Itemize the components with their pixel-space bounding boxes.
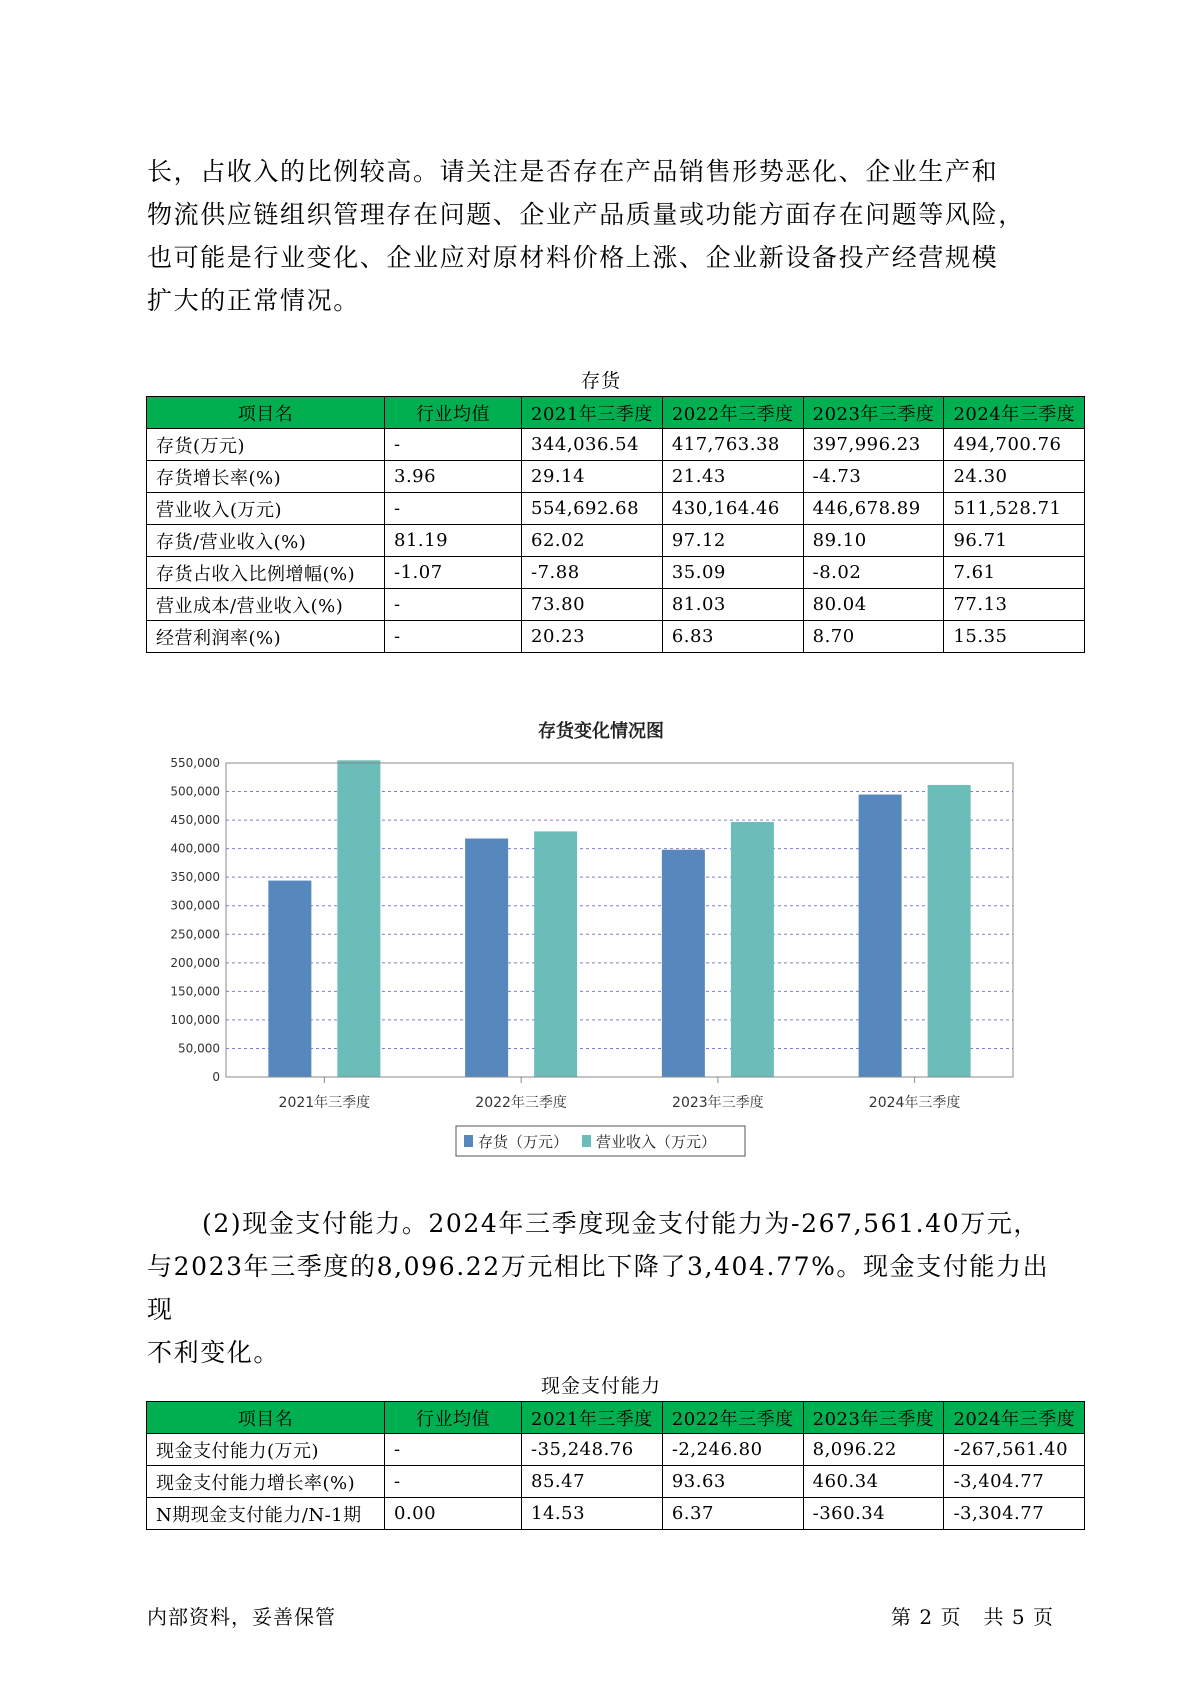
table-row bbox=[147, 1466, 1085, 1498]
table-cell: 6.37 bbox=[662, 1498, 803, 1530]
table-cell: 存货(万元) bbox=[147, 429, 385, 461]
table-row bbox=[147, 1498, 1085, 1530]
table-cell: 81.19 bbox=[385, 525, 522, 557]
header-cell: 行业均值 bbox=[385, 397, 522, 429]
table-cell: 35.09 bbox=[662, 557, 803, 589]
table-cell: N期现金支付能力/N-1期 bbox=[147, 1498, 385, 1530]
cash-table bbox=[146, 1401, 1085, 1530]
table-cell: - bbox=[385, 621, 522, 653]
x-tick-label: 2022年三季度 bbox=[475, 1095, 567, 1111]
table-cell: 14.53 bbox=[522, 1498, 663, 1530]
table-cell: - bbox=[385, 589, 522, 621]
table-cell: -35,248.76 bbox=[522, 1434, 663, 1466]
table-cell: 397,996.23 bbox=[803, 429, 944, 461]
table-cell: -2,246.80 bbox=[662, 1434, 803, 1466]
table-cell: 430,164.46 bbox=[662, 493, 803, 525]
y-tick-label: 150,000 bbox=[170, 984, 220, 999]
table-header-row bbox=[147, 1402, 1085, 1434]
footer-page-number: 第 2 页 共 5 页 bbox=[891, 1605, 1054, 1629]
table-cell: 6.83 bbox=[662, 621, 803, 653]
header-cell: 2022年三季度 bbox=[662, 1402, 803, 1434]
table-cell: - bbox=[385, 1466, 522, 1498]
table-cell: 存货/营业收入(%) bbox=[147, 525, 385, 557]
table-cell: 494,700.76 bbox=[944, 429, 1085, 461]
header-cell: 项目名 bbox=[147, 1402, 385, 1434]
table-cell: 8,096.22 bbox=[803, 1434, 944, 1466]
header-cell: 行业均值 bbox=[385, 1402, 522, 1434]
inventory-table-caption: 存货 bbox=[580, 370, 621, 392]
table-cell: 97.12 bbox=[662, 525, 803, 557]
table-cell: 81.03 bbox=[662, 589, 803, 621]
header-cell: 2021年三季度 bbox=[522, 397, 663, 429]
legend-label: 营业收入（万元） bbox=[596, 1133, 717, 1151]
bar-inventory bbox=[859, 795, 902, 1077]
table-cell: 经营利润率(%) bbox=[147, 621, 385, 653]
header-cell: 2023年三季度 bbox=[803, 397, 944, 429]
bar-revenue bbox=[928, 785, 971, 1077]
bar-revenue bbox=[534, 831, 577, 1077]
table-cell: 89.10 bbox=[803, 525, 944, 557]
y-tick-label: 200,000 bbox=[170, 955, 220, 970]
table-cell: 80.04 bbox=[803, 589, 944, 621]
cash-line: 不利变化。 bbox=[147, 1338, 281, 1367]
y-tick-label: 550,000 bbox=[170, 756, 220, 770]
y-tick-label: 400,000 bbox=[170, 841, 220, 856]
table-cell: -7.88 bbox=[522, 557, 663, 589]
table-cell: -4.73 bbox=[803, 461, 944, 493]
x-tick-label: 2021年三季度 bbox=[278, 1095, 371, 1111]
table-cell: 7.61 bbox=[944, 557, 1085, 589]
y-tick-label: 350,000 bbox=[170, 870, 220, 885]
header-cell: 2023年三季度 bbox=[803, 1402, 944, 1434]
chart-legend bbox=[456, 1126, 745, 1156]
header-cell: 2024年三季度 bbox=[944, 1402, 1085, 1434]
table-cell: 营业收入(万元) bbox=[147, 493, 385, 525]
table-cell: 85.47 bbox=[522, 1466, 663, 1498]
legend-swatch bbox=[582, 1135, 591, 1147]
header-cell: 2021年三季度 bbox=[522, 1402, 663, 1434]
header-cell: 项目名 bbox=[147, 397, 385, 429]
bar-inventory bbox=[268, 881, 311, 1077]
intro-line: 物流供应链组织管理存在问题、企业产品质量或功能方面存在问题等风险， bbox=[147, 200, 1025, 229]
table-cell: 62.02 bbox=[522, 525, 663, 557]
table-cell: 93.63 bbox=[662, 1466, 803, 1498]
table-cell: 存货增长率(%) bbox=[147, 461, 385, 493]
bar-revenue bbox=[337, 760, 380, 1077]
x-tick-label: 2024年三季度 bbox=[868, 1095, 961, 1111]
bar-revenue bbox=[731, 822, 774, 1077]
legend-label: 存货（万元） bbox=[478, 1133, 569, 1151]
intro-line: 长，占收入的比例较高。请关注是否存在产品销售形势恶化、企业生产和 bbox=[147, 157, 999, 186]
legend-swatch bbox=[464, 1135, 473, 1147]
cash-table-caption: 现金支付能力 bbox=[540, 1375, 661, 1397]
table-cell: -267,561.40 bbox=[944, 1434, 1085, 1466]
table-cell: 460.34 bbox=[803, 1466, 944, 1498]
footer-confidential-note: 内部资料，妥善保管 bbox=[147, 1605, 336, 1629]
table-cell: 现金支付能力(万元) bbox=[147, 1434, 385, 1466]
table-cell: 现金支付能力增长率(%) bbox=[147, 1466, 385, 1498]
table-cell: 554,692.68 bbox=[522, 493, 663, 525]
chart-title: 存货变化情况图 bbox=[538, 721, 664, 742]
table-cell: -3,304.77 bbox=[944, 1498, 1085, 1530]
chart-x-axis bbox=[279, 1077, 961, 1111]
y-tick-label: 250,000 bbox=[170, 927, 220, 942]
table-cell: 营业成本/营业收入(%) bbox=[147, 589, 385, 621]
table-cell: 29.14 bbox=[522, 461, 663, 493]
table-cell: 511,528.71 bbox=[944, 493, 1085, 525]
header-cell: 2022年三季度 bbox=[662, 397, 803, 429]
table-cell: -360.34 bbox=[803, 1498, 944, 1530]
table-cell: 417,763.38 bbox=[662, 429, 803, 461]
header-cell: 2024年三季度 bbox=[944, 397, 1085, 429]
intro-line: 也可能是行业变化、企业应对原材料价格上涨、企业新设备投产经营规模 bbox=[147, 243, 999, 272]
y-tick-label: 500,000 bbox=[170, 784, 220, 799]
y-tick-label: 100,000 bbox=[170, 1012, 220, 1027]
table-cell: 344,036.54 bbox=[522, 429, 663, 461]
cash-line: 与2023年三季度的8,096.22万元相比下降了3,404.77%。现金支付能力出现 bbox=[147, 1252, 1050, 1324]
y-tick-label: 300,000 bbox=[170, 898, 220, 913]
table-cell: 77.13 bbox=[944, 589, 1085, 621]
table-cell: 20.23 bbox=[522, 621, 663, 653]
table-cell: 15.35 bbox=[944, 621, 1085, 653]
y-tick-label: 50,000 bbox=[178, 1041, 220, 1056]
intro-line: 扩大的正常情况。 bbox=[147, 286, 360, 315]
table-cell: 0.00 bbox=[385, 1498, 522, 1530]
table-cell: - bbox=[385, 1434, 522, 1466]
table-cell: 21.43 bbox=[662, 461, 803, 493]
table-cell: 73.80 bbox=[522, 589, 663, 621]
chart-bars bbox=[268, 760, 970, 1077]
chart-y-axis bbox=[170, 756, 220, 1084]
table-cell: -3,404.77 bbox=[944, 1466, 1085, 1498]
table-cell: 446,678.89 bbox=[803, 493, 944, 525]
table-cell: 96.71 bbox=[944, 525, 1085, 557]
table-row bbox=[147, 1434, 1085, 1466]
bar-inventory bbox=[465, 838, 508, 1077]
table-cell: - bbox=[385, 429, 522, 461]
table-cell: 24.30 bbox=[944, 461, 1085, 493]
table-cell: 8.70 bbox=[803, 621, 944, 653]
y-tick-label: 450,000 bbox=[170, 813, 220, 828]
table-cell: -8.02 bbox=[803, 557, 944, 589]
table-cell: -1.07 bbox=[385, 557, 522, 589]
bar-inventory bbox=[662, 850, 705, 1077]
y-tick-label: 0 bbox=[212, 1070, 220, 1084]
x-tick-label: 2023年三季度 bbox=[672, 1095, 764, 1111]
cash-line: (2)现金支付能力。2024年三季度现金支付能力为-267,561.40万元， bbox=[202, 1209, 1041, 1238]
cash-paragraph bbox=[147, 1202, 1055, 1374]
table-cell: 存货占收入比例增幅(%) bbox=[147, 557, 385, 589]
table-cell: 3.96 bbox=[385, 461, 522, 493]
table-cell: - bbox=[385, 493, 522, 525]
